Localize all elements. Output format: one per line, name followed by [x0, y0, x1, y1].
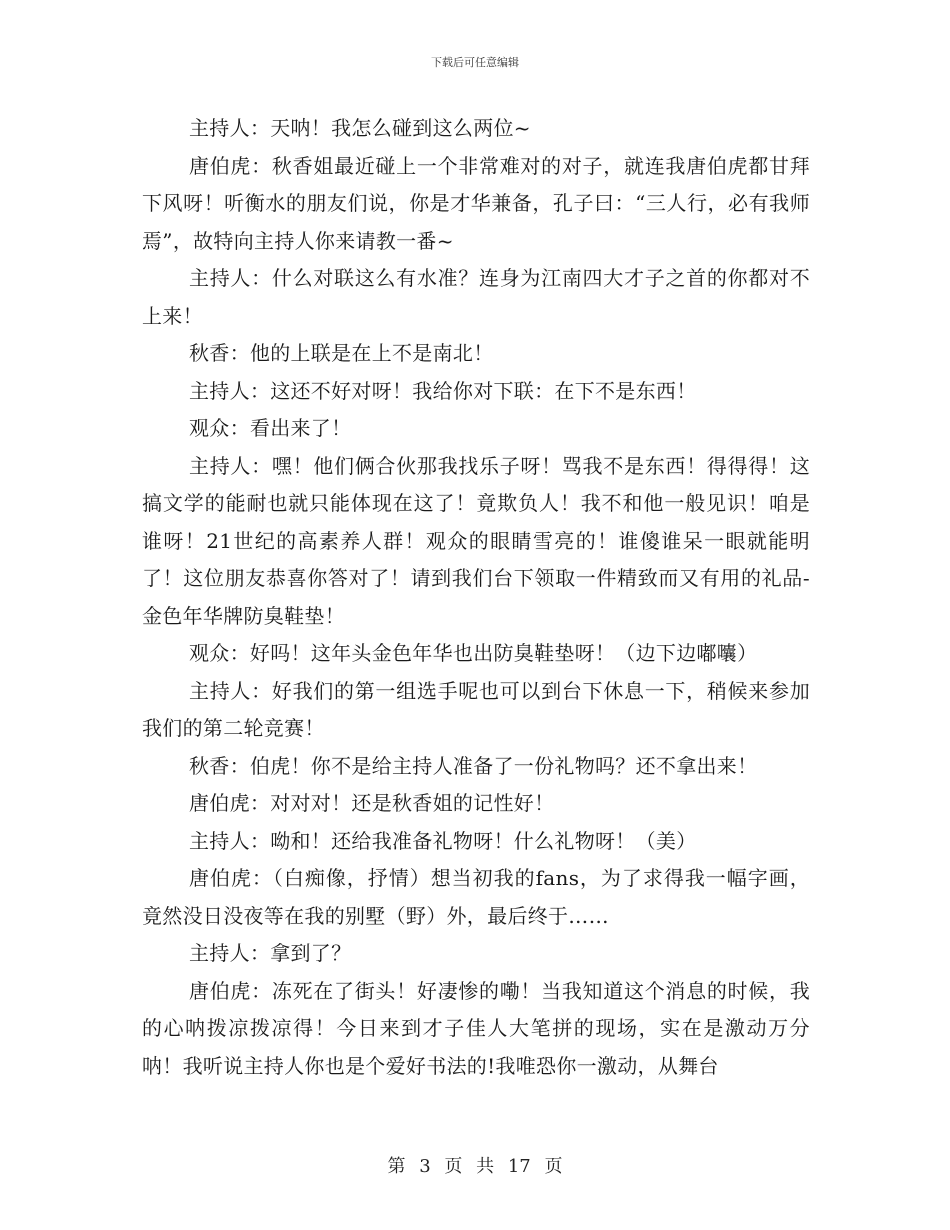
page-footer: 第 3 页 共 17 页	[387, 1156, 563, 1177]
paragraph: 唐伯虎：对对对！还是秋香姐的记性好！	[189, 791, 555, 815]
paragraph: 主持人：什么对联这么有水准？连身为江南四大才子之首的你都对不上来！	[142, 266, 810, 328]
paragraph: 观众：好吗！这年头金色年华也出防臭鞋垫呀！（边下边嘟囔）	[189, 641, 758, 665]
paragraph: 观众：看出来了！	[189, 416, 352, 440]
paragraph: 主持人：拿到了？	[189, 941, 352, 965]
paragraph: 主持人：天呐！我怎么碰到这么两位~	[189, 116, 531, 140]
paragraph: 主持人：嘿！他们俩合伙那我找乐子呀！骂我不是东西！得得得！这搞文学的能耐也就只能体现在这了！竟欺负人！我不和他一般见识！咱是谁呀！21世纪的高素养人群！观众的眼睛雪亮的！谁傻谁呆一眼就能明了！这位朋友恭喜你答对了！请到我们台下领取一件精致而又有用的礼品-金色年华牌防臭鞋垫！	[142, 453, 810, 628]
paragraph: 主持人：这还不好对呀！我给你对下联：在下不是东西！	[189, 378, 697, 403]
paragraph: 秋香：他的上联是在上不是南北！	[189, 341, 494, 365]
paragraph: 唐伯虎：冻死在了街头！好凄惨的嘞！当我知道这个消息的时候，我的心呐拨凉拨凉得！今日来到才子佳人大笔拼的现场，实在是激动万分呐！我听说主持人你也是个爱好书法的!我唯恐你一激动，从舞台	[142, 978, 810, 1078]
paragraph: 唐伯虎：（白痴像，抒情）想当初我的fans，为了求得我一幅字画，竟然没日没夜等在我的别墅（野）外，最后终于……	[142, 866, 810, 928]
document-body	[142, 110, 810, 1085]
paragraph: 主持人：好我们的第一组选手呢也可以到台下休息一下，稍候来参加我们的第二轮竞赛！	[142, 678, 810, 740]
paragraph: 唐伯虎：秋香姐最近碰上一个非常难对的对子，就连我唐伯虎都甘拜下风呀！听衡水的朋友们说，你是才华兼备，孔子曰：“三人行，必有我师焉”，故特向主持人你来请教一番~	[142, 153, 810, 253]
paragraph: 主持人：呦和！还给我准备礼物呀！什么礼物呀！（美）	[189, 828, 697, 853]
paragraph: 秋香：伯虎！你不是给主持人准备了一份礼物吗？还不拿出来！	[189, 753, 758, 778]
page-header: 下载后可任意编辑	[431, 56, 519, 69]
